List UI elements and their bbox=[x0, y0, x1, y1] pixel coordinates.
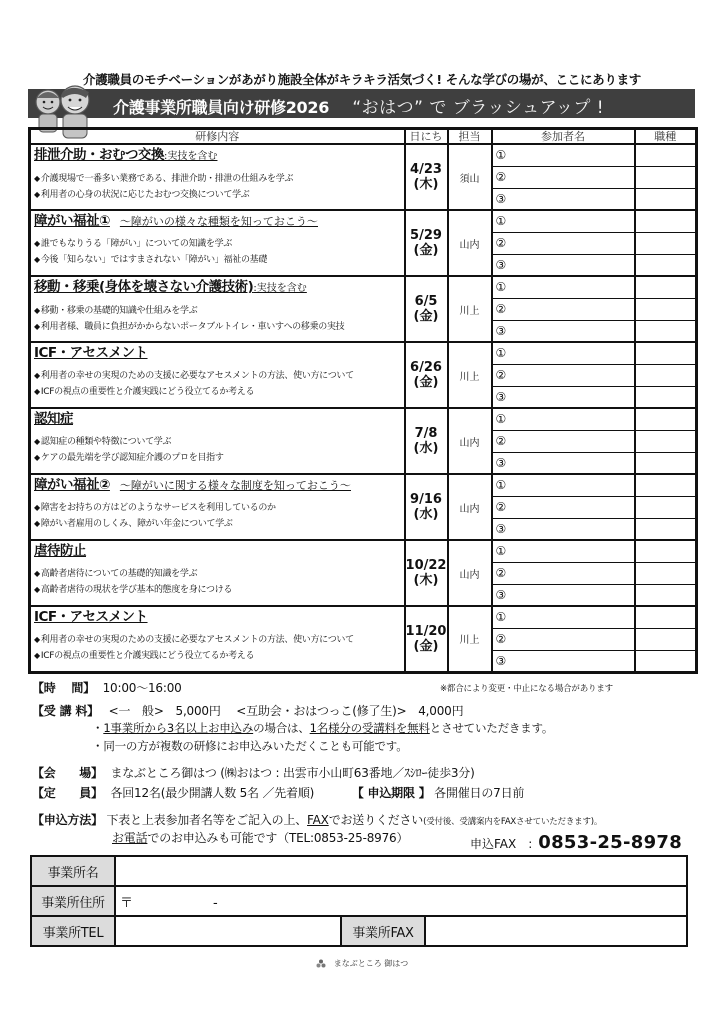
office-tel-field[interactable] bbox=[115, 916, 341, 946]
office-address-field[interactable] bbox=[115, 886, 687, 916]
course-title-text: ICF・アセスメント bbox=[34, 345, 148, 361]
course-bullets bbox=[34, 236, 401, 268]
phone-text: でのお申込みも可能です（TEL:0853-25-8976） bbox=[147, 831, 409, 845]
application-fax bbox=[470, 832, 682, 853]
course-title-text: 障がい福祉② bbox=[34, 477, 110, 493]
course-bullet: ◆ 利用者の心身の状況に応じたおむつ交換について学ぶ bbox=[34, 187, 401, 203]
course-instructor: 山内 bbox=[448, 474, 492, 540]
participant-number: ① bbox=[495, 610, 507, 625]
participant-name-field[interactable] bbox=[492, 386, 635, 408]
participant-name-field[interactable] bbox=[492, 606, 635, 628]
discount-condition: 1事業所から3名以上お申込み bbox=[103, 721, 254, 735]
phone-row bbox=[112, 829, 408, 846]
participant-name-field[interactable] bbox=[492, 430, 635, 452]
date-text: 6/26 bbox=[410, 360, 442, 375]
job-type-field[interactable] bbox=[635, 210, 697, 232]
participant-number: ② bbox=[495, 302, 507, 316]
schedule-row bbox=[30, 210, 697, 232]
apply-note: (受付後、受講案内をFAXさせていただきます)。 bbox=[423, 817, 603, 827]
date-text: 6/5 bbox=[414, 294, 438, 309]
weekday-text: (金) bbox=[413, 243, 439, 258]
weekday-text: (木) bbox=[413, 177, 439, 192]
deadline-value: 各開催日の7日前 bbox=[434, 786, 525, 800]
course-instructor: 川上 bbox=[448, 342, 492, 408]
schedule-row bbox=[30, 144, 697, 166]
weekday-text: (金) bbox=[413, 638, 439, 654]
job-type-field[interactable] bbox=[635, 166, 697, 188]
participant-name-field[interactable] bbox=[492, 188, 635, 210]
discount-text: の場合は、 bbox=[253, 721, 310, 735]
job-type-field[interactable] bbox=[635, 188, 697, 210]
participant-name-field[interactable] bbox=[492, 232, 635, 254]
course-bullet: ◆ 利用者の幸せの実現のための支援に必要なアセスメントの方法、使い方について bbox=[34, 632, 401, 648]
header-course: 研修内容 bbox=[30, 129, 405, 145]
weekday-text: (水) bbox=[413, 441, 439, 456]
participant-number: ③ bbox=[495, 257, 507, 272]
participant-number: ① bbox=[495, 214, 507, 229]
time-label: 【時 間】 bbox=[32, 681, 95, 695]
zip-mark: 〒 bbox=[120, 895, 134, 911]
course-bullet: ◆ 利用者様、職員に負担がかからないポータブルトイレ・車いすへの移乗の実技 bbox=[34, 319, 401, 335]
fax-label: 申込FAX : bbox=[470, 837, 533, 851]
participant-name-field[interactable] bbox=[492, 540, 635, 562]
job-type-field[interactable] bbox=[635, 408, 697, 430]
fee-general: <一 般> 5,000円 bbox=[108, 704, 221, 718]
job-type-field[interactable] bbox=[635, 386, 697, 408]
participant-name-field[interactable] bbox=[492, 562, 635, 584]
discount-text-end: とさせていただきます。 bbox=[429, 721, 554, 735]
office-address-label: 事業所住所 bbox=[31, 886, 115, 916]
course-bullet: ◆ 障害をお持ちの方はどのようなサービスを利用しているのか bbox=[34, 500, 401, 516]
date-text: 9/16 bbox=[410, 492, 442, 507]
participant-number: ② bbox=[495, 434, 507, 448]
course-cell bbox=[30, 474, 405, 540]
course-instructor: 山内 bbox=[448, 408, 492, 474]
fee-note-discount bbox=[92, 720, 553, 736]
course-title-text: 障がい福祉① bbox=[34, 213, 110, 229]
course-cell bbox=[30, 540, 405, 606]
course-date bbox=[405, 408, 448, 474]
bullet-dot: ・ bbox=[92, 739, 104, 753]
venue-label: 【会 場】 bbox=[32, 766, 103, 780]
job-type-field[interactable] bbox=[635, 276, 697, 298]
job-type-field[interactable] bbox=[635, 430, 697, 452]
job-type-field[interactable] bbox=[635, 540, 697, 562]
course-bullets bbox=[34, 434, 401, 466]
schedule-row bbox=[30, 606, 697, 628]
course-bullets bbox=[34, 566, 401, 598]
header-participants: 参加者名 bbox=[492, 129, 635, 145]
form-row-address bbox=[31, 886, 687, 916]
capacity-value: 各回12名(最少開講人数 5名 ／先着順) bbox=[110, 786, 315, 800]
capacity-row bbox=[32, 784, 524, 801]
time-row bbox=[32, 679, 182, 696]
apply-text-end: でお送りください bbox=[328, 813, 424, 827]
participant-number: ③ bbox=[495, 587, 507, 602]
schedule-table bbox=[28, 127, 698, 674]
course-title bbox=[34, 147, 401, 165]
date-text: 11/20 bbox=[405, 623, 447, 639]
course-bullets bbox=[34, 171, 401, 203]
participant-number: ② bbox=[495, 632, 507, 646]
job-type-field[interactable] bbox=[635, 452, 697, 474]
office-name-field[interactable] bbox=[115, 856, 687, 886]
participant-name-field[interactable] bbox=[492, 408, 635, 430]
fax-number: 0853-25-8978 bbox=[538, 832, 683, 853]
office-fax-label: 事業所FAX bbox=[341, 916, 425, 946]
course-date bbox=[405, 474, 448, 540]
job-type-field[interactable] bbox=[635, 584, 697, 606]
participant-name-field[interactable] bbox=[492, 364, 635, 386]
date-text: 5/29 bbox=[410, 228, 442, 243]
participant-name-field[interactable] bbox=[492, 254, 635, 276]
course-bullet: ◆ ICFの視点の重要性と介護実践にどう役立てるか考える bbox=[34, 648, 401, 664]
participant-name-field[interactable] bbox=[492, 584, 635, 606]
course-date bbox=[405, 276, 448, 342]
course-title bbox=[34, 411, 401, 428]
course-instructor: 川上 bbox=[448, 276, 492, 342]
course-date bbox=[405, 540, 448, 606]
participant-number: ② bbox=[495, 368, 507, 382]
participant-name-field[interactable] bbox=[492, 166, 635, 188]
course-title-text: ICF・アセスメント bbox=[34, 609, 148, 625]
job-type-field[interactable] bbox=[635, 254, 697, 276]
apply-row bbox=[32, 811, 602, 828]
schedule-header-row bbox=[30, 129, 697, 145]
weekday-text: (金) bbox=[413, 375, 439, 390]
office-tel-label: 事業所TEL bbox=[31, 916, 115, 946]
fee-member: <互助会・おはつっこ(修了生)> 4,000円 bbox=[236, 704, 464, 718]
participant-number: ③ bbox=[495, 389, 507, 404]
course-subtitle: :実技を含む bbox=[253, 283, 307, 294]
course-instructor: 川上 bbox=[448, 606, 492, 672]
date-text: 7/8 bbox=[414, 426, 438, 441]
participant-name-field[interactable] bbox=[492, 650, 635, 672]
course-cell bbox=[30, 276, 405, 342]
course-title bbox=[34, 609, 401, 626]
course-bullets bbox=[34, 500, 401, 532]
job-type-field[interactable] bbox=[635, 562, 697, 584]
venue-value: まなぶところ御はつ (㈱おはつ : 出雲市小山町63番地／ｽｼﾛｰ徒歩3分) bbox=[110, 766, 475, 780]
course-bullet: ◆ 障がい者雇用のしくみ、障がい年金について学ぶ bbox=[34, 516, 401, 532]
job-type-field[interactable] bbox=[635, 628, 697, 650]
course-bullet: ◆ 誰でもなりうる「障がい」についての知識を学ぶ bbox=[34, 236, 401, 252]
participant-name-field[interactable] bbox=[492, 474, 635, 496]
fee-row bbox=[32, 702, 463, 719]
course-bullets bbox=[34, 632, 401, 664]
course-cell bbox=[30, 144, 405, 210]
course-bullet: ◆ 移動・移乗の基礎的知識や仕組みを学ぶ bbox=[34, 303, 401, 319]
participant-number: ③ bbox=[495, 191, 507, 206]
banner-title bbox=[113, 93, 604, 118]
participant-number: ③ bbox=[495, 455, 507, 470]
footer bbox=[0, 958, 724, 969]
course-bullet: ◆ 今後「知らない」ではすまされない「障がい」福祉の基礎 bbox=[34, 252, 401, 268]
course-subtitle: ～障がいに関する様々な制度を知っておこう～ bbox=[119, 479, 351, 492]
apply-text: 下表と上表参加者名等をご記入の上、 bbox=[106, 813, 308, 827]
participant-number: ① bbox=[495, 346, 507, 361]
course-date bbox=[405, 210, 448, 276]
participant-number: ② bbox=[495, 566, 507, 580]
participant-number: ① bbox=[495, 544, 507, 559]
course-date bbox=[405, 606, 448, 672]
job-type-field[interactable] bbox=[635, 650, 697, 672]
banner-main-title: 介護事業所職員向け研修2026 bbox=[113, 98, 330, 117]
title-banner bbox=[28, 89, 695, 118]
capacity-label: 【定 員】 bbox=[32, 786, 103, 800]
participant-number: ② bbox=[495, 170, 507, 184]
course-subtitle: :実技を含む bbox=[164, 151, 218, 162]
course-title bbox=[34, 543, 401, 560]
bullet-dot: ・ bbox=[92, 721, 104, 735]
participant-number: ③ bbox=[495, 521, 507, 536]
schedule-row bbox=[30, 474, 697, 496]
course-instructor: 山内 bbox=[448, 540, 492, 606]
participant-name-field[interactable] bbox=[492, 298, 635, 320]
course-bullet: ◆ 介護現場で一番多い業務である、排泄介助・排泄の仕組みを学ぶ bbox=[34, 171, 401, 187]
office-name-label: 事業所名 bbox=[31, 856, 115, 886]
course-title-text: 虐待防止 bbox=[34, 543, 86, 559]
header-instructor: 担当 bbox=[448, 129, 492, 145]
tagline: 介護職員のモチベーションがあがり施設全体がキラキラ活気づく! そんな学びの場が、ここにあります bbox=[83, 72, 641, 87]
course-title bbox=[34, 213, 401, 230]
job-type-field[interactable] bbox=[635, 606, 697, 628]
course-bullet: ◆ 認知症の種類や特徴について学ぶ bbox=[34, 434, 401, 450]
participant-number: ② bbox=[495, 500, 507, 514]
job-type-field[interactable] bbox=[635, 144, 697, 166]
participant-name-field[interactable] bbox=[492, 342, 635, 364]
course-cell bbox=[30, 342, 405, 408]
participant-name-field[interactable] bbox=[492, 276, 635, 298]
time-value: 10:00～16:00 bbox=[102, 681, 182, 695]
job-type-field[interactable] bbox=[635, 298, 697, 320]
course-date bbox=[405, 342, 448, 408]
weekday-text: (水) bbox=[413, 507, 439, 522]
date-text: 4/23 bbox=[410, 162, 442, 177]
participant-number: ③ bbox=[495, 323, 507, 338]
header-date: 日にち bbox=[405, 129, 448, 145]
venue-row bbox=[32, 764, 475, 781]
banner-subtitle: “おはつ” で ブラッシュアップ ! bbox=[352, 98, 605, 118]
course-title-text: 排泄介助・おむつ交換 bbox=[34, 147, 164, 163]
schedule-row bbox=[30, 342, 697, 364]
phone-link: お電話 bbox=[112, 831, 148, 845]
schedule-row bbox=[30, 276, 697, 298]
participant-number: ① bbox=[495, 280, 507, 295]
participant-number: ① bbox=[495, 148, 507, 163]
course-bullet: ◆ 高齢者虐待についての基礎的知識を学ぶ bbox=[34, 566, 401, 582]
course-title-text: 移動・移乗(身体を壊さない介護技術) bbox=[34, 279, 254, 295]
course-cell bbox=[30, 210, 405, 276]
header-job-type: 職種 bbox=[635, 129, 697, 145]
participant-name-field[interactable] bbox=[492, 628, 635, 650]
discount-benefit: 1名様分の受講料を無料 bbox=[309, 721, 430, 735]
change-notice: ※都合により変更・中止になる場合があります bbox=[440, 684, 613, 694]
job-type-field[interactable] bbox=[635, 474, 697, 496]
schedule-row bbox=[30, 408, 697, 430]
participant-number: ③ bbox=[495, 653, 507, 668]
brand-logo-icon bbox=[316, 959, 326, 968]
participant-name-field[interactable] bbox=[492, 496, 635, 518]
date-text: 10/22 bbox=[405, 558, 447, 573]
multiple-note-text: 同一の方が複数の研修にお申込みいただくことも可能です。 bbox=[103, 739, 408, 753]
course-bullet: ◆ ケアの最先端を学び認知症介護のプロを目指す bbox=[34, 450, 401, 466]
course-cell bbox=[30, 408, 405, 474]
schedule-row bbox=[30, 540, 697, 562]
fee-label: 【受 講 料】 bbox=[32, 704, 99, 718]
participant-name-field[interactable] bbox=[492, 518, 635, 540]
participant-name-field[interactable] bbox=[492, 452, 635, 474]
course-title bbox=[34, 279, 401, 297]
course-instructor: 須山 bbox=[448, 144, 492, 210]
job-type-field[interactable] bbox=[635, 364, 697, 386]
course-title bbox=[34, 477, 401, 494]
course-bullets bbox=[34, 368, 401, 400]
footer-brand: まなぶところ 御はつ bbox=[333, 959, 409, 968]
job-type-field[interactable] bbox=[635, 496, 697, 518]
apply-label: 【申込方法】 bbox=[32, 813, 103, 827]
course-instructor: 山内 bbox=[448, 210, 492, 276]
deadline-label: 【 申込期限 】 bbox=[351, 786, 431, 800]
apply-fax: FAX bbox=[307, 813, 329, 827]
course-title bbox=[34, 345, 401, 362]
job-type-field[interactable] bbox=[635, 518, 697, 540]
course-date bbox=[405, 144, 448, 210]
application-form bbox=[30, 855, 688, 947]
course-bullet: ◆ 高齢者虐待の現状を学び基本的態度を身につける bbox=[34, 582, 401, 598]
job-type-field[interactable] bbox=[635, 320, 697, 342]
zip-dash: - bbox=[213, 895, 218, 911]
job-type-field[interactable] bbox=[635, 342, 697, 364]
form-row-name bbox=[31, 856, 687, 886]
job-type-field[interactable] bbox=[635, 232, 697, 254]
participant-name-field[interactable] bbox=[492, 144, 635, 166]
participant-name-field[interactable] bbox=[492, 210, 635, 232]
form-row-contact bbox=[31, 916, 687, 946]
course-title-text: 認知症 bbox=[34, 411, 73, 427]
participant-name-field[interactable] bbox=[492, 320, 635, 342]
course-cell bbox=[30, 606, 405, 672]
course-subtitle: ～障がいの様々な種類を知っておこう～ bbox=[119, 215, 318, 228]
weekday-text: (金) bbox=[413, 309, 439, 324]
fee-note-multiple bbox=[92, 738, 408, 754]
course-bullet: ◆ ICFの視点の重要性と介護実践にどう役立てるか考える bbox=[34, 384, 401, 400]
participant-number: ① bbox=[495, 412, 507, 427]
course-bullets bbox=[34, 303, 401, 335]
office-fax-field[interactable] bbox=[425, 916, 687, 946]
weekday-text: (木) bbox=[413, 573, 439, 588]
participant-number: ② bbox=[495, 236, 507, 250]
participant-number: ① bbox=[495, 478, 507, 493]
course-bullet: ◆ 利用者の幸せの実現のための支援に必要なアセスメントの方法、使い方について bbox=[34, 368, 401, 384]
